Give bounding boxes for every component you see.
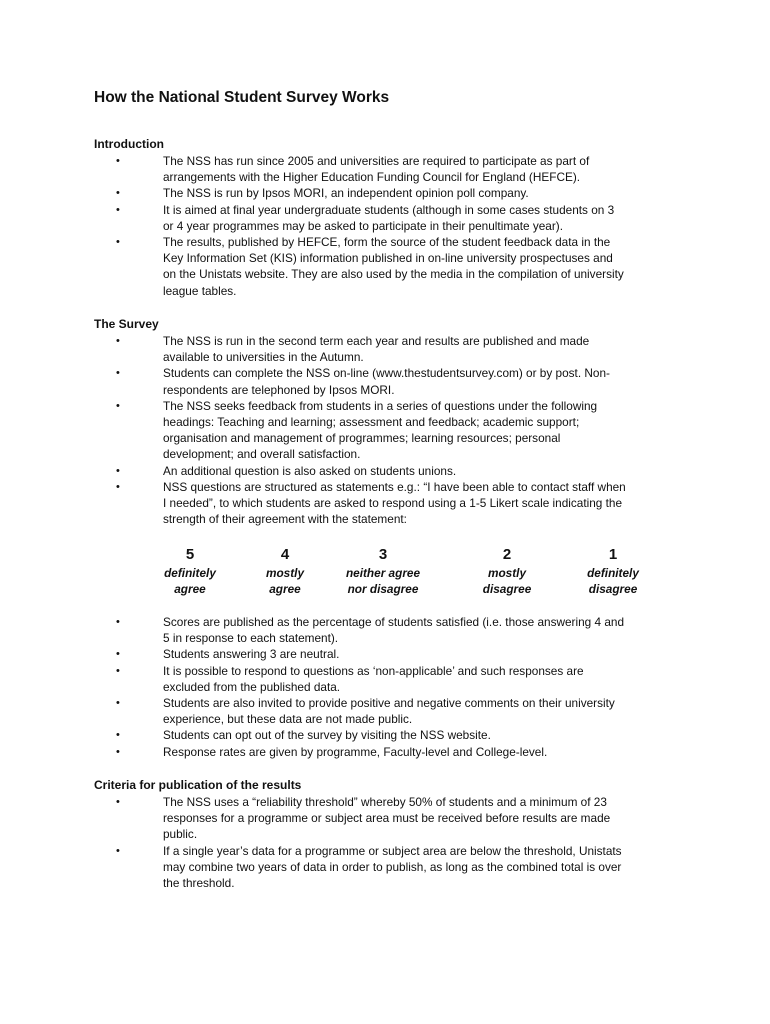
bullet-icon: • [116,664,120,677]
list-item [94,463,684,479]
bullet-icon: • [116,203,120,216]
list-item-line: Key Information Set (KIS) information published in on-line university prospectuses and [163,251,613,266]
list-item [94,479,684,528]
list-item [94,646,684,662]
list-item [94,663,684,695]
list-item-line: The NSS uses a “reliability threshold” whereby 50% of students and a minimum of 23 [163,795,607,809]
list-item-line: An additional question is also asked on students unions. [163,463,457,478]
list-item-line: excluded from the published data. [163,679,341,694]
survey-continued-section [94,614,684,760]
list-item-line: Students are also invited to provide positive and negative comments on their university [163,696,615,711]
list-item [94,234,684,299]
likert-option [135,545,245,597]
criteria-list [94,794,684,891]
list-item-line: 5 in response to each statement). [163,631,339,646]
list-item-line: It is aimed at final year undergraduate students (although in some cases students on 3 [163,202,615,217]
bullet-icon: • [116,616,120,628]
bullet-icon: • [116,745,120,758]
bullet-icon: • [116,648,120,661]
survey-list [94,333,684,527]
likert-option [452,545,562,597]
likert-label: definitely agree [164,566,216,596]
list-item-line: Response rates are given by programme, Faculty-level and College-level. [163,744,548,759]
list-item-line: Scores are published as the percentage of students satisfied (i.e. those answering 4 and [163,615,625,629]
survey-continued-list [94,614,684,760]
list-item-line: respondents are telephoned by Ipsos MORI. [163,382,395,397]
list-item-line: responses for a programme or subject area must be received before results are made [163,811,611,826]
list-item-line: headings: Teaching and learning; assessment and feedback; academic support; [163,415,580,430]
list-item [94,695,684,727]
list-item-line: organisation and management of programmes; learning resources; personal [163,431,561,446]
likert-label: mostly disagree [482,566,532,596]
bullet-icon: • [116,697,120,710]
bullet-icon: • [116,729,120,742]
list-item [94,398,684,463]
list-item-line: Students can opt out of the survey by visiting the NSS website. [163,728,491,743]
list-item-line: public. [163,827,198,842]
bullet-icon: • [116,187,120,200]
list-item-line: The NSS has run since 2005 and universities are required to participate as part of [163,154,590,168]
likert-score: 4 [280,546,290,563]
list-item [94,744,684,760]
list-item [94,614,684,646]
likert-scale [140,545,660,605]
list-item [94,365,684,397]
list-item [94,333,684,365]
likert-option [230,545,340,597]
list-item [94,153,684,185]
list-item [94,202,684,234]
list-item-line: NSS questions are structured as statements e.g.: “I have been able to contact staff when [163,479,626,494]
bullet-icon: • [116,155,120,167]
list-item-line: I needed”, to which students are asked to respond using a 1-5 Likert scale indicating the [163,496,623,511]
list-item-line: on the Unistats website. They are also used by the media in the compilation of university [163,267,624,282]
likert-score: 1 [608,546,618,563]
bullet-icon: • [116,844,120,857]
likert-option [558,545,668,597]
bullet-icon: • [116,464,120,477]
criteria-heading: Criteria for publication of the results [94,778,302,792]
list-item [94,727,684,743]
bullet-icon: • [116,236,120,249]
list-item-line: The results, published by HEFCE, form the source of the student feedback data in the [163,235,611,250]
bullet-icon: • [116,796,120,808]
list-item-line: experience, but these data are not made public. [163,712,413,727]
list-item-line: strength of their agreement with the statement: [163,512,407,527]
bullet-icon: • [116,367,120,380]
list-item [94,843,684,892]
list-item-line: available to universities in the Autumn. [163,350,364,365]
likert-label: neither agree nor disagree [345,566,421,596]
list-item-line: The NSS seeks feedback from students in a series of questions under the following [163,398,598,413]
list-item [94,794,684,843]
bullet-icon: • [116,335,120,347]
list-item-line: Students answering 3 are neutral. [163,647,340,662]
list-item-line: arrangements with the Higher Education Funding Council for England (HEFCE). [163,170,581,185]
introduction-section [94,136,684,299]
bullet-icon: • [116,399,120,412]
list-item-line: Students can complete the NSS on-line (www.thestudentsurvey.com) or by post. Non- [163,366,610,381]
likert-option [328,545,438,597]
likert-score: 3 [378,546,388,563]
list-item-line: It is possible to respond to questions as ‘non-applicable’ and such responses are [163,663,584,678]
introduction-heading: Introduction [94,137,164,151]
list-item-line: or 4 year programmes may be asked to participate in their penultimate year). [163,218,563,233]
list-item-line: The NSS is run by Ipsos MORI, an independent opinion poll company. [163,186,529,201]
list-item-line: league tables. [163,283,237,298]
list-item-line: If a single year’s data for a programme or subject area are below the threshold, Unistats [163,843,622,858]
likert-label: mostly agree [265,566,305,596]
likert-score: 5 [185,546,195,563]
list-item-line: development; and overall satisfaction. [163,447,361,462]
introduction-list [94,153,684,299]
page-title: How the National Student Survey Works [94,89,390,106]
criteria-section [94,777,684,891]
likert-label: definitely disagree [587,566,639,596]
survey-section [94,316,684,527]
list-item-line: The NSS is run in the second term each year and results are published and made [163,334,590,348]
bullet-icon: • [116,480,120,493]
list-item [94,185,684,201]
list-item-line: may combine two years of data in order to publish, as long as the combined total is over [163,859,622,874]
survey-heading: The Survey [94,317,159,331]
list-item-line: the threshold. [163,876,235,891]
likert-score: 2 [502,546,512,563]
